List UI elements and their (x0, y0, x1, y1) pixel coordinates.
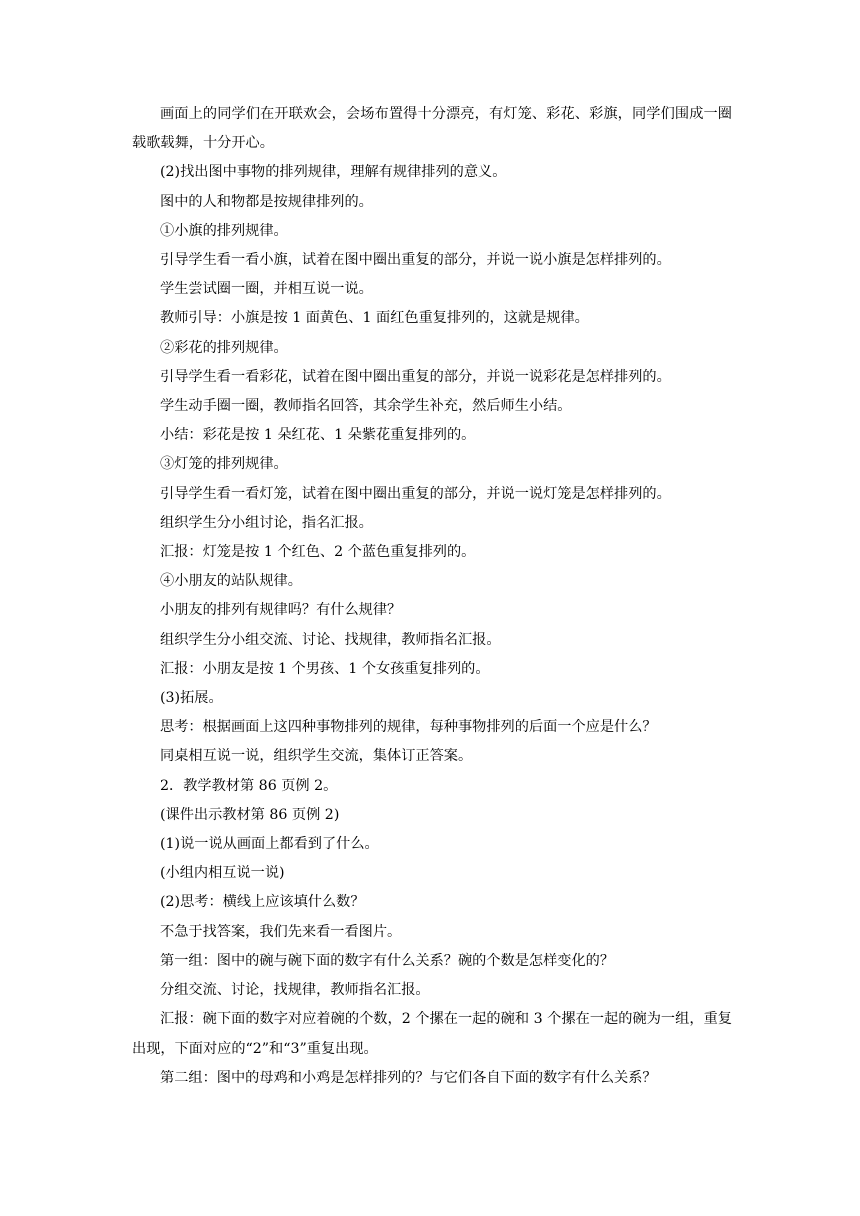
paragraph-flowers-heading: ②彩花的排列规律。 (160, 339, 288, 356)
paragraph: 组织学生分小组讨论，指名汇报。 (160, 514, 373, 531)
paragraph: (1)说一说从画面上都看到了什么。 (160, 836, 379, 853)
document-page (132, 100, 732, 1093)
paragraph: 教师引导：小旗是按 1 面黄色、1 面红色重复排列的，这就是规律。 (160, 310, 589, 327)
paragraph: 学生动手圈一圈，教师指名回答，其余学生补充，然后师生小结。 (160, 398, 572, 415)
paragraph: 分组交流、讨论，找规律，教师指名汇报。 (160, 982, 430, 999)
paragraph-children-heading: ④小朋友的站队规律。 (160, 573, 302, 590)
paragraph: (课件出示教材第 86 页例 2) (160, 806, 340, 823)
paragraph: 不急于找答案，我们先来看一看图片。 (160, 923, 402, 940)
paragraph: 学生尝试圈一圈，并相互说一说。 (160, 281, 373, 298)
paragraph: 小结：彩花是按 1 朵红花、1 朵紫花重复排列的。 (160, 427, 476, 444)
paragraph-section-2-heading: 2．教学教材第 86 页例 2。 (160, 777, 338, 794)
paragraph: 小朋友的排列有规律吗？有什么规律？ (160, 602, 402, 619)
paragraph-step-3-heading: (3)拓展。 (160, 690, 223, 707)
paragraph: 汇报：小朋友是按 1 个男孩、1 个女孩重复排列的。 (160, 660, 490, 677)
paragraph-flags-heading: ①小旗的排列规律。 (160, 222, 288, 239)
paragraph: 图中的人和物都是按规律排列的。 (160, 193, 373, 210)
paragraph: 汇报：灯笼是按 1 个红色、2 个蓝色重复排列的。 (160, 544, 476, 561)
paragraph: (小组内相互说一说) (160, 865, 285, 882)
paragraph-lanterns-heading: ③灯笼的排列规律。 (160, 456, 288, 473)
paragraph: 引导学生看一看小旗，试着在图中圈出重复的部分，并说一说小旗是怎样排列的。 (160, 252, 671, 269)
paragraph: 第一组：图中的碗与碗下面的数字有什么关系？碗的个数是怎样变化的？ (160, 952, 615, 969)
paragraph-bowls-report: 汇报：碗下面的数字对应着碗的个数，2 个摞在一起的碗和 3 个摞在一起的碗为一组，重复出现，下面对应的“2”和“3”重复出现。 (132, 1011, 732, 1057)
paragraph: 同桌相互说一说，组织学生交流，集体订正答案。 (160, 748, 473, 765)
paragraph: 引导学生看一看灯笼，试着在图中圈出重复的部分，并说一说灯笼是怎样排列的。 (160, 485, 671, 502)
paragraph-scene-description: 画面上的同学们在开联欢会，会场布置得十分漂亮，有灯笼、彩花、彩旗，同学们围成一圈载歌载舞，十分开心。 (132, 106, 732, 152)
paragraph-step-2-heading: (2)找出图中事物的排列规律，理解有规律排列的意义。 (160, 164, 507, 181)
paragraph: (2)思考：横线上应该填什么数？ (160, 894, 365, 911)
paragraph: 组织学生分小组交流、讨论、找规律，教师指名汇报。 (160, 631, 501, 648)
paragraph: 思考：根据画面上这四种事物排列的规律，每种事物排列的后面一个应是什么？ (160, 719, 657, 736)
paragraph: 第二组：图中的母鸡和小鸡是怎样排列的？与它们各自下面的数字有什么关系？ (160, 1069, 657, 1086)
paragraph: 引导学生看一看彩花，试着在图中圈出重复的部分，并说一说彩花是怎样排列的。 (160, 368, 671, 385)
